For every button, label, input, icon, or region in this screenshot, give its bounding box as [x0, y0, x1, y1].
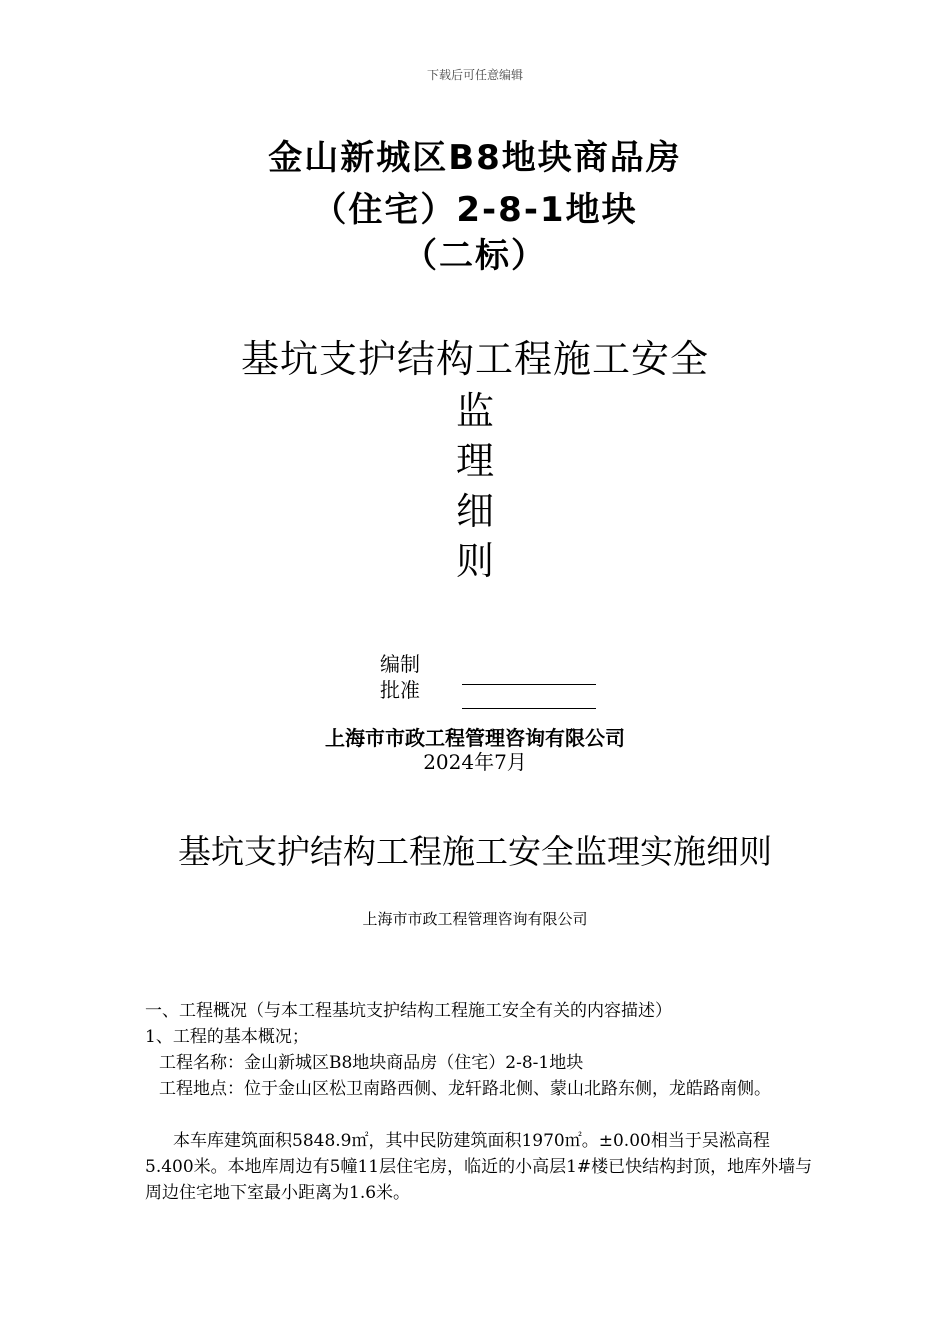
section-heading: 一、工程概况（与本工程基坑支护结构工程施工安全有关的内容描述）	[145, 1001, 672, 1021]
main-title-char-2: 理	[455, 439, 494, 483]
compile-label: 编制	[380, 652, 420, 676]
issue-date: 2024年7月	[423, 750, 527, 774]
main-title-char-4: 则	[455, 539, 494, 583]
main-title-char-1: 监	[455, 389, 494, 433]
approve-label: 批准	[380, 678, 420, 702]
header-note: 下载后可任意编辑	[426, 68, 523, 82]
project-title-line-3: （二标）	[403, 236, 547, 276]
issuer-company: 上海市市政工程管理咨询有限公司	[325, 726, 625, 750]
project-location-paragraph: 工程地点：位于金山区松卫南路西侧、龙轩路北侧、蒙山北路东侧，龙皓路南侧。	[159, 1079, 771, 1099]
project-area-paragraph: 本车库建筑面积5848.9㎡，其中民防建筑面积1970㎡。±0.00相当于吴淞高程5.400米。本地库周边有5幢11层住宅房，临近的小高层1#楼已快结构封顶，地库外墙与周边住宅地下室最小距离为1.6米。	[145, 1131, 813, 1203]
project-title-line-1: 金山新城区B8地块商品房	[268, 138, 682, 178]
signature-line-1	[462, 684, 596, 685]
signature-line-2	[462, 708, 596, 709]
main-title-char-3: 细	[455, 489, 494, 533]
project-title-line-2: （住宅）2-8-1地块	[312, 190, 638, 230]
project-name-paragraph: 工程名称：金山新城区B8地块商品房（住宅）2-8-1地块	[159, 1053, 584, 1073]
document-title: 基坑支护结构工程施工安全监理实施细则	[178, 832, 772, 871]
document-company: 上海市市政工程管理咨询有限公司	[362, 910, 588, 928]
subsection-heading: 1、工程的基本概况；	[145, 1027, 309, 1047]
main-title-line-1: 基坑支护结构工程施工安全	[240, 337, 709, 381]
